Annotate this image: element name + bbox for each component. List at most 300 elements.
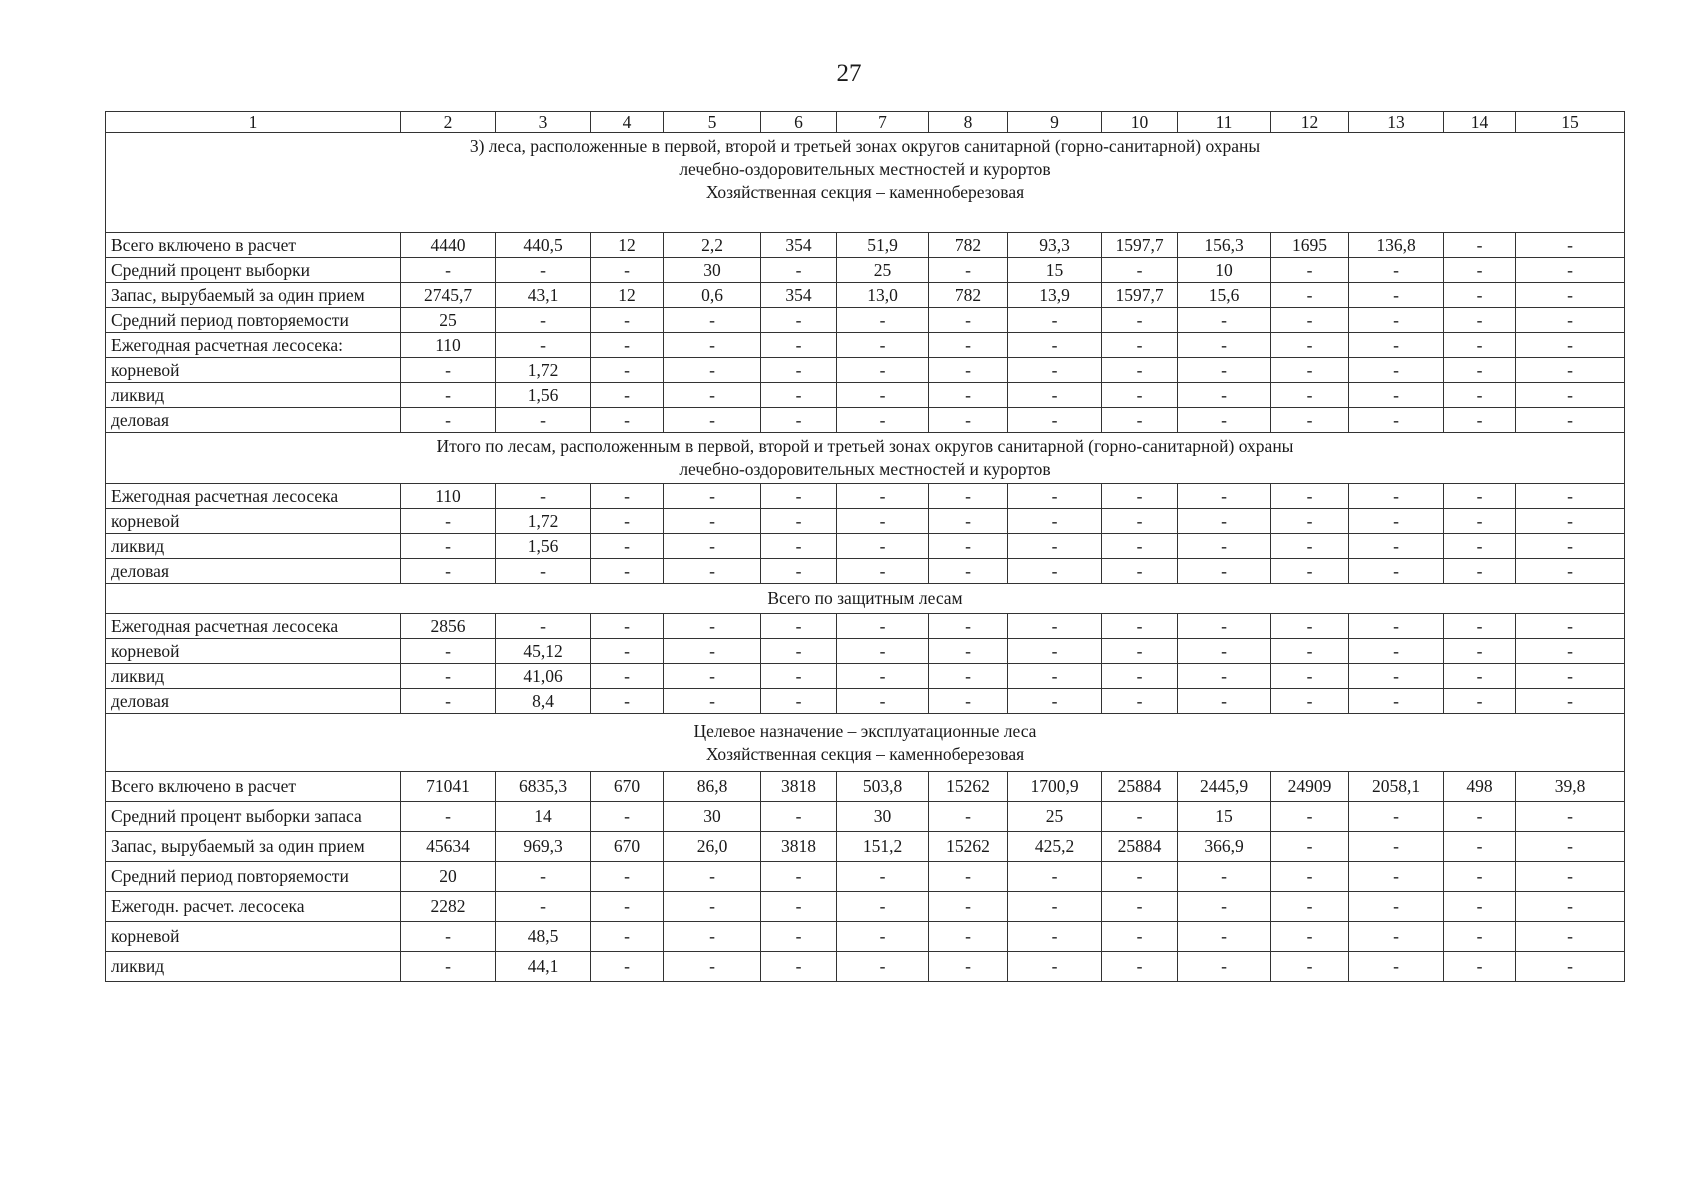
table-cell: - [1349,383,1444,408]
table-cell: - [837,559,929,584]
row-label: корневой [106,639,401,664]
table-cell: - [761,664,837,689]
table-cell: 25884 [1102,832,1178,862]
table-cell: 1597,7 [1102,233,1178,258]
table-cell: - [1008,862,1102,892]
table-cell: - [761,614,837,639]
table-cell: 71041 [401,772,496,802]
table-cell: - [1516,509,1625,534]
table-cell: - [1349,509,1444,534]
table-cell: - [1349,614,1444,639]
table-row [106,802,1625,832]
table-cell: - [1444,832,1516,862]
table-cell: 354 [761,283,837,308]
table-cell: - [664,383,761,408]
row-label: Всего включено в расчет [106,772,401,802]
row-label: ликвид [106,383,401,408]
table-cell: 30 [837,802,929,832]
table-cell: - [664,614,761,639]
table-cell: 2282 [401,892,496,922]
row-label: деловая [106,408,401,433]
table-cell: - [1349,559,1444,584]
table-cell: 10 [1178,258,1271,283]
table-row [106,952,1625,982]
table-cell: - [1444,664,1516,689]
row-label: Средний процент выборки запаса [106,802,401,832]
table-cell: - [837,922,929,952]
table-cell: - [929,258,1008,283]
table-row [106,258,1625,283]
table-cell: - [1102,614,1178,639]
table-cell: - [1271,258,1349,283]
table-cell: - [1444,559,1516,584]
table-cell: - [1102,664,1178,689]
table-cell: 354 [761,233,837,258]
column-number: 8 [929,112,1008,133]
table-cell: - [1444,862,1516,892]
table-cell: - [1008,358,1102,383]
column-number: 6 [761,112,837,133]
table-cell: - [761,559,837,584]
table-cell: - [496,862,591,892]
table-cell: - [1271,614,1349,639]
table-cell: - [761,639,837,664]
table-cell: - [664,509,761,534]
section-header-row [106,133,1625,233]
table-row [106,408,1625,433]
table-cell: 15262 [929,832,1008,862]
table-cell: - [1271,639,1349,664]
table-cell: - [1349,534,1444,559]
table-cell: 425,2 [1008,832,1102,862]
table-cell: - [837,892,929,922]
table-cell: - [1444,408,1516,433]
table-cell: - [1271,408,1349,433]
table-cell: - [929,333,1008,358]
table-cell: - [1349,639,1444,664]
table-cell: - [591,509,664,534]
table-row [106,484,1625,509]
row-label: Ежегодная расчетная лесосека [106,484,401,509]
table-cell: - [1102,484,1178,509]
table-cell: - [496,484,591,509]
table-cell: - [837,534,929,559]
table-cell: - [1008,952,1102,982]
row-label: Средний период повторяемости [106,862,401,892]
table-cell: 782 [929,283,1008,308]
table-cell: - [1516,283,1625,308]
row-label: Ежегодная расчетная лесосека [106,614,401,639]
table-cell: - [496,258,591,283]
section-title-line: Хозяйственная секция – каменноберезовая [705,743,1025,764]
table-cell: - [929,614,1008,639]
row-label: корневой [106,358,401,383]
table-cell: - [664,333,761,358]
table-row [106,358,1625,383]
table-cell: - [1271,534,1349,559]
table-row [106,233,1625,258]
table-cell: - [1516,802,1625,832]
table-cell: - [1271,308,1349,333]
table-cell: - [664,689,761,714]
table-cell: - [1271,383,1349,408]
table-cell: - [1102,559,1178,584]
table-cell: - [401,639,496,664]
row-label: ликвид [106,952,401,982]
table-cell: - [1102,383,1178,408]
table-cell: - [1516,308,1625,333]
table-cell: 45634 [401,832,496,862]
table-cell: - [1271,952,1349,982]
table-row [106,534,1625,559]
table-cell: - [1349,689,1444,714]
table-cell: - [761,308,837,333]
table-cell: 30 [664,802,761,832]
table-cell: - [1102,333,1178,358]
table-cell: - [591,892,664,922]
table-cell: 43,1 [496,283,591,308]
table-cell: 45,12 [496,639,591,664]
table-cell: - [761,862,837,892]
table-cell: 14 [496,802,591,832]
section-title [106,714,1625,772]
table-cell: - [1178,614,1271,639]
row-label: деловая [106,559,401,584]
column-number: 11 [1178,112,1271,133]
table-cell: - [1008,559,1102,584]
table-cell: - [1102,952,1178,982]
table-row [106,892,1625,922]
table-row [106,639,1625,664]
table-cell: - [1349,308,1444,333]
table-cell: - [1008,664,1102,689]
table-cell: - [837,308,929,333]
table-cell: - [1444,922,1516,952]
table-cell: - [1008,614,1102,639]
table-cell: - [1008,534,1102,559]
table-cell: - [837,484,929,509]
column-number: 14 [1444,112,1516,133]
section-title-line: лечебно-оздоровительных местностей и курортов [679,459,1051,479]
table-cell: - [929,559,1008,584]
table-cell: - [1516,358,1625,383]
table-cell: - [1178,333,1271,358]
table-cell: - [496,408,591,433]
table-cell: - [1516,639,1625,664]
table-cell: 12 [591,283,664,308]
table-cell: - [1271,922,1349,952]
table-cell: - [1349,892,1444,922]
table-cell: - [761,534,837,559]
row-label: ликвид [106,664,401,689]
table-cell: - [591,534,664,559]
table-cell: 156,3 [1178,233,1271,258]
table-cell: - [1516,664,1625,689]
section-title-line: Итого по лесам, расположенным в первой, второй и третьей зонах округов санитарной (горно-санитарной) охраны [436,436,1294,456]
table-row [106,922,1625,952]
table-cell: - [591,383,664,408]
section-title-line: Хозяйственная секция – каменноберезовая [705,182,1025,202]
table-cell: - [761,358,837,383]
table-row [106,664,1625,689]
section-header-row [106,584,1625,614]
column-number: 4 [591,112,664,133]
table-cell: - [1178,862,1271,892]
table-cell: - [496,892,591,922]
table-cell: 670 [591,832,664,862]
table-cell: - [401,922,496,952]
table-cell: - [761,892,837,922]
table-cell: - [1178,509,1271,534]
table-cell: - [1349,258,1444,283]
table-cell: - [401,509,496,534]
table-cell: - [1444,308,1516,333]
row-label: Ежегодн. расчет. лесосека [106,892,401,922]
table-cell: - [1271,892,1349,922]
table-cell: - [1349,952,1444,982]
table-cell: 2058,1 [1349,772,1444,802]
column-number: 15 [1516,112,1625,133]
table-cell: - [1271,283,1349,308]
table-row [106,333,1625,358]
table-cell: 30 [664,258,761,283]
table-cell: - [929,358,1008,383]
table-cell: 86,8 [664,772,761,802]
table-cell: 26,0 [664,832,761,862]
table-cell: - [929,639,1008,664]
table-cell: - [401,383,496,408]
table-cell: - [1178,408,1271,433]
table-cell: - [664,862,761,892]
table-cell: - [1008,308,1102,333]
table-cell: - [1008,892,1102,922]
table-cell: - [1516,832,1625,862]
section-title [106,584,1625,614]
table-cell: 782 [929,233,1008,258]
section-title [106,433,1625,484]
table-cell: - [1271,802,1349,832]
table-cell: 969,3 [496,832,591,862]
table-cell: 3818 [761,832,837,862]
table-cell: - [929,922,1008,952]
table-cell: - [1444,614,1516,639]
table-cell: - [1008,484,1102,509]
table-cell: - [401,664,496,689]
table-cell: - [929,689,1008,714]
table-cell: - [1102,862,1178,892]
table-cell: - [1516,484,1625,509]
table-cell: - [591,333,664,358]
table-cell: - [761,408,837,433]
table-cell: - [664,484,761,509]
column-number: 13 [1349,112,1444,133]
table-cell: - [1349,664,1444,689]
table-cell: - [1008,408,1102,433]
table-cell: - [929,509,1008,534]
table-cell: - [1102,802,1178,832]
table-cell: 2,2 [664,233,761,258]
table-cell: - [1008,383,1102,408]
table-cell: - [1444,333,1516,358]
table-cell: - [591,639,664,664]
table-cell: - [401,689,496,714]
table-cell: - [591,802,664,832]
table-cell: 6835,3 [496,772,591,802]
table-row [106,614,1625,639]
table-cell: - [837,664,929,689]
table-cell: - [837,333,929,358]
table-cell: - [1444,484,1516,509]
table-cell: - [929,862,1008,892]
table-cell: - [1178,952,1271,982]
table-cell: 12 [591,233,664,258]
table-cell: - [1516,922,1625,952]
table-cell: - [761,952,837,982]
table-cell: 110 [401,484,496,509]
table-cell: - [401,559,496,584]
table-cell: - [1008,639,1102,664]
table-cell: - [1516,408,1625,433]
table-cell: 503,8 [837,772,929,802]
table-cell: 136,8 [1349,233,1444,258]
table-row [106,283,1625,308]
table-cell: - [1102,639,1178,664]
table-cell: 1,56 [496,534,591,559]
table-cell: - [1444,639,1516,664]
table-cell: - [591,258,664,283]
table-row [106,559,1625,584]
table-cell: - [496,333,591,358]
table-cell: - [1102,509,1178,534]
table-cell: 51,9 [837,233,929,258]
table-cell: - [1444,802,1516,832]
row-label: корневой [106,509,401,534]
table-cell: 25 [837,258,929,283]
table-cell: 13,0 [837,283,929,308]
table-cell: 2445,9 [1178,772,1271,802]
table-cell: - [1444,689,1516,714]
column-number-header [106,112,1625,133]
table-cell: - [664,664,761,689]
table-cell: - [1271,559,1349,584]
table-cell: - [1349,283,1444,308]
column-number: 7 [837,112,929,133]
table-cell: - [664,922,761,952]
table-cell: 13,9 [1008,283,1102,308]
row-label: Средний период повторяемости [106,308,401,333]
table-cell: - [664,534,761,559]
table-cell: - [591,922,664,952]
section-title [106,133,1625,233]
table-cell: - [1102,534,1178,559]
table-cell: - [664,308,761,333]
table-cell: - [837,639,929,664]
section-title-line: Целевое назначение – эксплуатационные леса [693,720,1037,741]
row-label: Средний процент выборки [106,258,401,283]
table-cell: - [664,408,761,433]
table-cell: - [1102,408,1178,433]
section-title-line: 3) леса, расположенные в первой, второй и третьей зонах округов санитарной (горно-санитарной) охраны [469,136,1261,156]
table-cell: 2856 [401,614,496,639]
table-cell: - [1178,689,1271,714]
table-cell: - [664,559,761,584]
table-cell: - [401,408,496,433]
table-cell: - [1271,664,1349,689]
row-label: Всего включено в расчет [106,233,401,258]
table-cell: - [1349,358,1444,383]
table-cell: - [1349,922,1444,952]
table-cell: - [929,892,1008,922]
column-number: 2 [401,112,496,133]
table-cell: - [1444,892,1516,922]
table-cell: - [1349,333,1444,358]
table-cell: - [929,484,1008,509]
table-cell: 25 [1008,802,1102,832]
table-row [106,689,1625,714]
table-cell: 3818 [761,772,837,802]
table-cell: - [1178,534,1271,559]
table-cell: - [1516,534,1625,559]
table-cell: - [761,802,837,832]
column-number: 5 [664,112,761,133]
table-cell: - [401,952,496,982]
row-label: деловая [106,689,401,714]
section-header-row [106,714,1625,772]
table-cell: 4440 [401,233,496,258]
table-cell: 93,3 [1008,233,1102,258]
table-cell: - [1008,922,1102,952]
table-cell: - [761,333,837,358]
table-cell: - [1102,358,1178,383]
table-cell: 48,5 [496,922,591,952]
page-number: 27 [836,60,862,87]
table-cell: - [929,534,1008,559]
table-cell: 670 [591,772,664,802]
column-number: 12 [1271,112,1349,133]
table-cell: - [401,802,496,832]
table-cell: - [591,484,664,509]
table-cell: - [1349,484,1444,509]
table-cell: - [1008,689,1102,714]
row-label: корневой [106,922,401,952]
table-cell: - [1102,922,1178,952]
table-cell: - [761,484,837,509]
table-cell: - [664,639,761,664]
table-cell: - [837,862,929,892]
table-cell: - [591,308,664,333]
table-cell: 20 [401,862,496,892]
table-cell: 25884 [1102,772,1178,802]
table-cell: - [929,408,1008,433]
table-cell: - [929,308,1008,333]
table-cell: - [1444,358,1516,383]
column-number: 9 [1008,112,1102,133]
table-cell: - [1516,559,1625,584]
table-cell: - [837,509,929,534]
row-label: Запас, вырубаемый за один прием [106,832,401,862]
table-cell: - [929,952,1008,982]
table-cell: - [1102,308,1178,333]
table-cell: - [1444,534,1516,559]
table-cell: - [591,408,664,433]
table-body [106,112,1625,982]
table-cell: - [664,952,761,982]
table-cell: - [1178,358,1271,383]
table-cell: 110 [401,333,496,358]
table-cell: - [837,614,929,639]
table-cell: - [1516,689,1625,714]
table-cell: - [1178,639,1271,664]
